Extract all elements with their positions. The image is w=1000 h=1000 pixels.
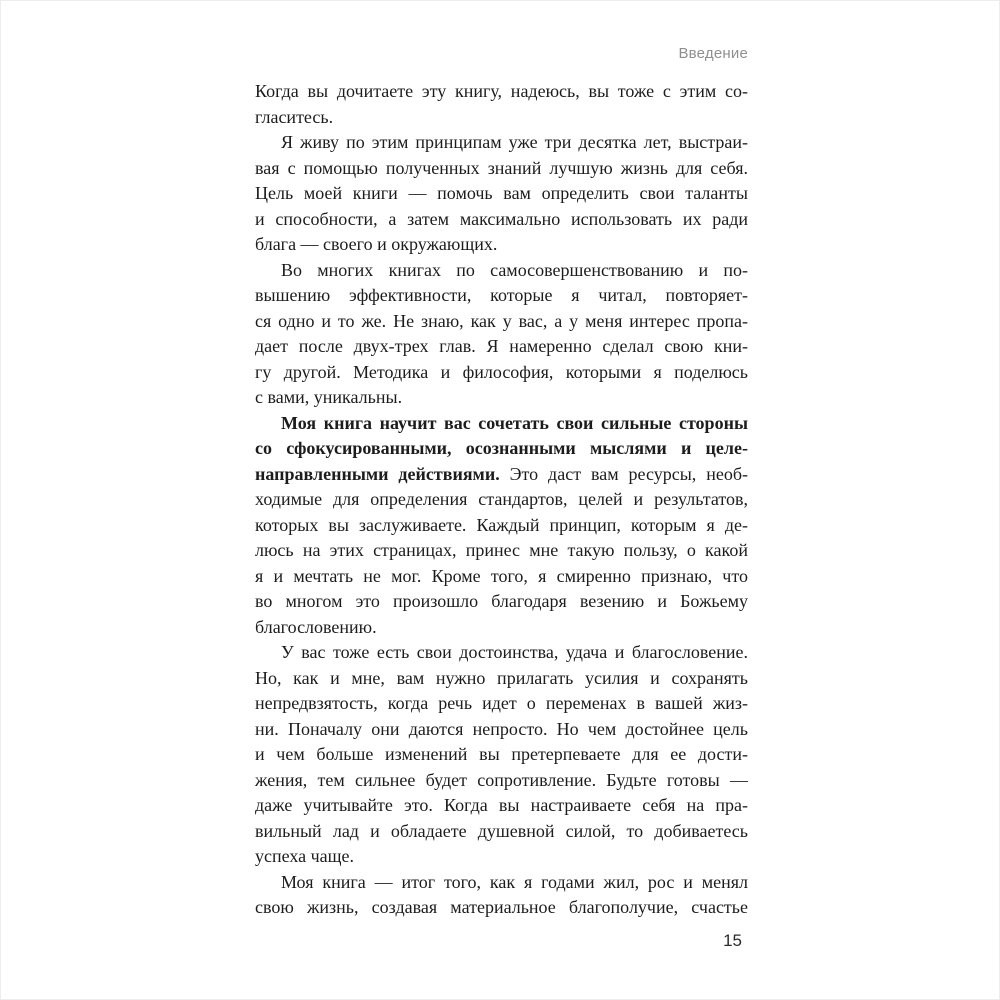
bold-text-segment: направленными действиями. [255, 463, 500, 484]
text-line [255, 819, 748, 845]
text-segment: вая с помощью полученных знаний лучшую жизнь для себя. [255, 157, 748, 178]
text-line [255, 79, 748, 105]
text-line [255, 640, 748, 666]
text-line [255, 360, 748, 386]
text-line [255, 462, 748, 488]
text-line [255, 870, 748, 896]
text-line [255, 258, 748, 284]
text-line [255, 589, 748, 615]
text-line [255, 309, 748, 335]
paragraph [255, 130, 748, 258]
text-line [255, 538, 748, 564]
text-segment: с вами, уникальны. [255, 387, 403, 407]
text-line [255, 513, 748, 539]
paragraph [255, 870, 748, 921]
text-line [255, 436, 748, 462]
text-segment: свою жизнь, создавая материальное благополучие, счастье [255, 897, 748, 917]
text-segment: гласитесь. [255, 106, 334, 127]
text-line [255, 717, 748, 743]
text-line [255, 895, 748, 921]
text-segment: я и мечтать не мог. Кроме того, я смиренно признаю, что [255, 565, 748, 586]
text-segment: Моя книга — итог того, как я годами жил, рос и менял [281, 871, 748, 892]
text-segment: дает после двух-трех глав. Я намеренно сделал свою кни- [255, 336, 748, 356]
text-line [255, 207, 748, 233]
text-segment: вышению эффективности, которые я читал, повторяет- [255, 285, 748, 305]
running-head: Введение [678, 45, 748, 62]
paragraph [255, 411, 748, 641]
text-segment: вильный лад и обладаете душевной силой, то добиваетесь [255, 820, 748, 841]
text-line [255, 487, 748, 513]
text-segment: У вас тоже есть свои достоинства, удача и благословение. [281, 642, 748, 662]
text-line [255, 232, 748, 258]
text-segment: Цель моей книги — помочь вам определить свои таланты [255, 183, 748, 203]
text-line [255, 666, 748, 692]
paragraph [255, 79, 748, 130]
text-line [255, 564, 748, 590]
text-segment: благословению. [255, 616, 377, 637]
text-segment: и способности, а затем максимально использовать их ради [255, 208, 748, 229]
bold-text-segment: Моя книга научит вас сочетать свои сильные стороны [281, 412, 748, 433]
text-line [255, 768, 748, 794]
text-segment: Но, как и мне, вам нужно прилагать усилия и сохранять [255, 667, 748, 688]
text-segment: люсь на этих страницах, принес мне такую пользу, о какой [255, 540, 748, 560]
text-line [255, 105, 748, 131]
bold-text-segment: со сфокусированными, осознанными мыслями и целе- [255, 438, 748, 458]
text-line [255, 181, 748, 207]
text-segment: жения, тем сильнее будет сопротивление. Будьте готовы — [255, 769, 748, 790]
text-segment: Во многих книгах по самосовершенствованию и по- [281, 259, 748, 280]
text-segment: Это даст вам ресурсы, необ- [499, 463, 749, 484]
text-segment: Я живу по этим принципам уже три десятка лет, выстраи- [281, 132, 748, 152]
text-segment: ходимые для определения стандартов, целей и результатов, [255, 489, 748, 509]
text-line [255, 385, 748, 411]
text-segment: которых вы заслуживаете. Каждый принцип, которым я де- [255, 514, 748, 535]
paragraph [255, 640, 748, 870]
page-number: 15 [723, 931, 742, 950]
text-segment: непредвзятость, когда речь идет о переменах в вашей жиз- [255, 693, 748, 713]
text-segment: и чем больше изменений вы претерпеваете для ее дости- [255, 744, 748, 764]
text-line [255, 615, 748, 641]
text-segment: ся одно и то же. Не знаю, как у вас, а у меня интерес пропа- [255, 310, 748, 331]
text-line [255, 691, 748, 717]
text-line [255, 793, 748, 819]
text-line [255, 844, 748, 870]
paragraph [255, 258, 748, 411]
text-segment: гу другой. Методика и философия, которыми я поделюсь [255, 361, 748, 382]
text-segment: даже учитывайте это. Когда вы настраиваете себя на пра- [255, 795, 748, 815]
text-segment: ни. Поначалу они даются непросто. Но чем достойнее цель [255, 718, 748, 739]
text-segment: блага — своего и окружающих. [255, 234, 498, 254]
text-line [255, 742, 748, 768]
text-line [255, 156, 748, 182]
text-segment: успеха чаще. [255, 846, 355, 866]
text-segment: Когда вы дочитаете эту книгу, надеюсь, вы тоже с этим со- [255, 81, 748, 101]
text-line [255, 130, 748, 156]
text-segment: во многом это произошло благодаря везению и Божьему [255, 591, 748, 611]
text-line [255, 334, 748, 360]
text-line [255, 411, 748, 437]
text-line [255, 283, 748, 309]
body-text-block [255, 79, 748, 921]
